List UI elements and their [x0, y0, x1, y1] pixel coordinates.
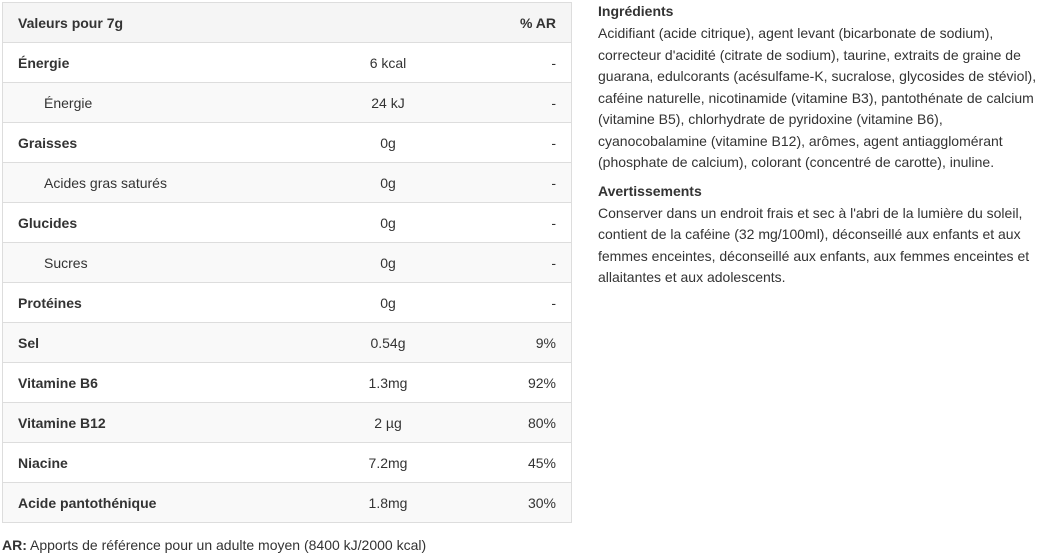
warnings-text: Conserver dans un endroit frais et sec à l'abri de la lumière du soleil, contient de la caféine (32 mg/100ml), déconseillé aux enfants et aux femmes enceintes, déconseillé aux enfants, aux femmes enceintes et allaitantes et aux adolescents.: [598, 204, 1030, 285]
nutrient-value: 2 µg: [374, 414, 402, 431]
nutrition-row: [3, 442, 571, 482]
nutrition-row: [3, 282, 571, 322]
nutrient-ar: -: [551, 294, 556, 311]
ingredients-text: Acidifiant (acide citrique), agent levant (bicarbonate de sodium), correcteur d'acidité (citrate de sodium), taurine, extraits de graine de guarana, edulcorants (acésulfame-K, sucralose, glycosides de stéviol), caféine naturelle, nicotinamide (vitamine B3), pantothénate de calcium (vitamine B5), chlorhydrate de pyridoxine (vitamine B6), cyanocobalamine (vitamine B12), arômes, agent antiagglomérant (phosphate de calcium), colorant (concentré de carotte), inuline.: [598, 25, 1037, 170]
nutrient-ar: -: [551, 54, 556, 71]
nutrient-value: 0g: [380, 214, 396, 231]
nutrient-value: 0.54g: [370, 334, 406, 351]
nutrient-ar: -: [551, 214, 556, 231]
nutrient-name: Énergie: [44, 94, 93, 111]
ar-footnote-label: AR:: [2, 537, 27, 553]
nutrition-row: [3, 82, 571, 122]
nutrient-ar: -: [551, 94, 556, 111]
nutrient-value: 1.8mg: [368, 494, 408, 511]
nutrient-value: 0g: [380, 174, 396, 191]
nutrient-name: Sucres: [44, 254, 88, 271]
nutrient-name: Vitamine B12: [18, 414, 106, 431]
nutrition-table: [2, 2, 572, 523]
nutrient-value: 1.3mg: [368, 374, 408, 391]
nutrition-row: [3, 402, 571, 442]
nutrient-name: Sel: [18, 334, 40, 351]
nutrient-value: 7.2mg: [368, 454, 408, 471]
ingredients-title: Ingrédients: [598, 3, 674, 19]
nutrient-name: Vitamine B6: [18, 374, 98, 391]
nutrition-row: [3, 242, 571, 282]
nutrient-ar: 9%: [535, 334, 556, 351]
nutrition-row: [3, 322, 571, 362]
nutrient-name: Acides gras saturés: [44, 174, 167, 191]
nutrient-name: Graisses: [18, 134, 78, 151]
header-ar-cell: % AR: [519, 14, 556, 31]
nutrition-row: [3, 482, 571, 522]
nutrition-row: [3, 162, 571, 202]
nutrient-value: 0g: [380, 294, 396, 311]
header-name-cell: Valeurs pour 7g: [18, 14, 124, 31]
nutrient-ar: 30%: [527, 494, 556, 511]
nutrition-table-header: [3, 3, 571, 42]
nutrient-ar: 92%: [527, 374, 556, 391]
nutrient-name: Acide pantothénique: [18, 494, 157, 511]
product-details: [598, 2, 1048, 297]
nutrient-ar: 80%: [527, 414, 556, 431]
nutrient-name: Protéines: [18, 294, 82, 311]
nutrient-name: Énergie: [18, 54, 70, 71]
ar-footnote-text: Apports de référence pour un adulte moyen (8400 kJ/2000 kcal): [26, 537, 427, 553]
nutrient-ar: -: [551, 134, 556, 151]
nutrient-value: 6 kcal: [369, 54, 407, 71]
warnings-section: [598, 182, 1048, 289]
nutrition-row: [3, 362, 571, 402]
nutrient-ar: -: [551, 254, 556, 271]
nutrient-value: 0g: [380, 134, 396, 151]
nutrient-name: Niacine: [18, 454, 68, 471]
nutrient-value: 0g: [380, 254, 396, 271]
warnings-title: Avertissements: [598, 182, 702, 199]
nutrition-row: [3, 202, 571, 242]
nutrient-ar: 45%: [527, 454, 556, 471]
nutrient-ar: -: [551, 174, 556, 191]
nutrition-row: [3, 42, 571, 82]
nutrient-name: Glucides: [18, 214, 78, 231]
nutrient-value: 24 kJ: [371, 94, 405, 111]
ar-footnote: [2, 537, 426, 553]
ingredients-section: [598, 2, 1048, 174]
nutrition-row: [3, 122, 571, 162]
